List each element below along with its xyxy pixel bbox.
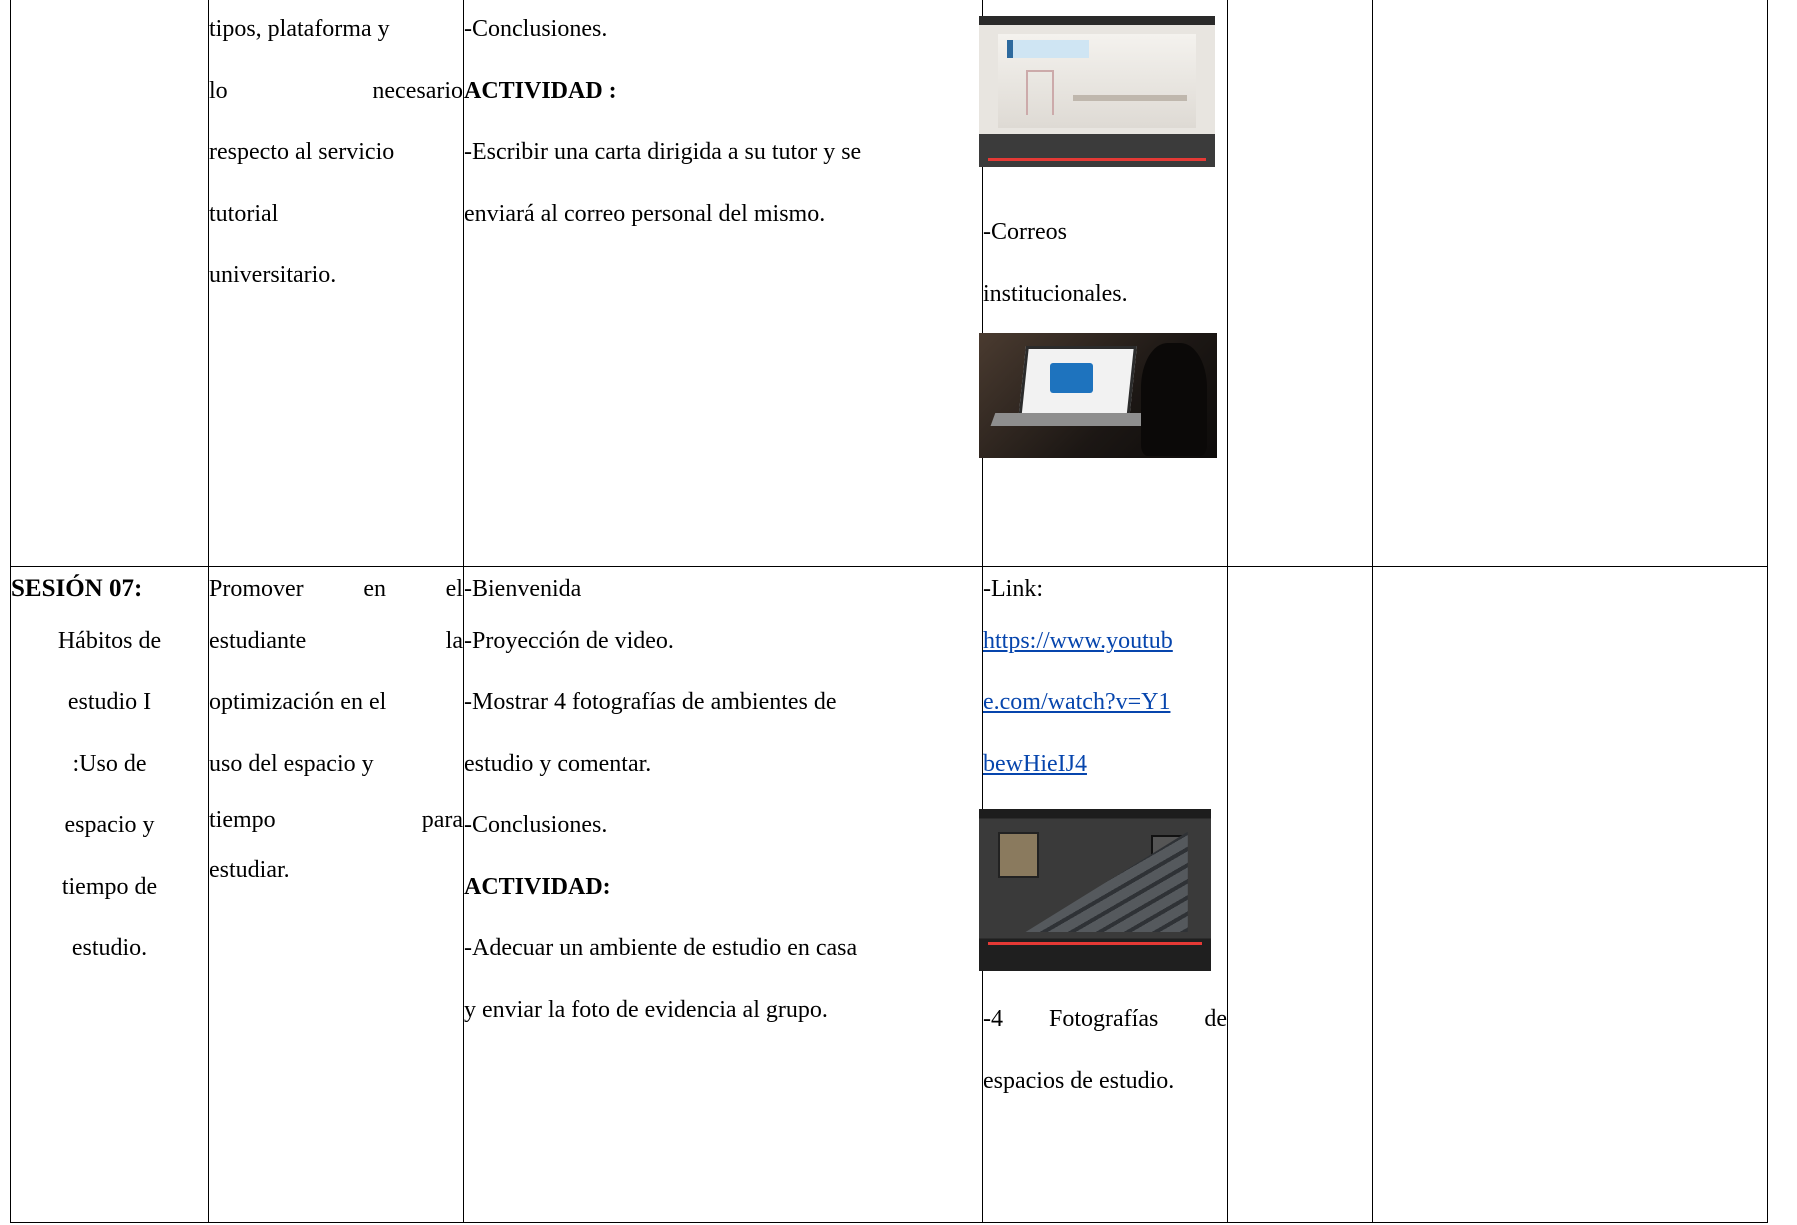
activity-line: y enviar la foto de evidencia al grupo.: [464, 996, 828, 1023]
link-label: -Link:: [983, 576, 1043, 602]
objective-line: tipos, plataforma y: [209, 16, 390, 42]
empty-cell: [1228, 0, 1373, 567]
objective-line: tutorial: [209, 200, 279, 227]
objective-line: lo necesario: [209, 77, 463, 104]
resource-label: institucionales.: [983, 280, 1128, 307]
objective-line: tiempo para: [209, 807, 463, 833]
session-topic-line: tiempo de: [61, 873, 158, 900]
activity-line: -Bienvenida: [464, 576, 582, 602]
activity-line: -Mostrar 4 fotografías de ambientes de: [464, 689, 837, 715]
empty-cell: [1373, 0, 1768, 567]
objective-line: universitario.: [209, 262, 337, 288]
session-table: [10, 0, 1768, 1223]
session-topic-line: :Uso de: [72, 750, 147, 777]
session-title: SESIÓN 07:: [11, 575, 143, 602]
video-link[interactable]: bewHieIJ4: [983, 750, 1087, 777]
session-topic-line: Hábitos de: [57, 628, 162, 654]
table-row: [11, 0, 1768, 567]
resource-label: -Correos: [983, 219, 1067, 245]
activity-line: -Proyección de video.: [464, 628, 674, 654]
objective-line: uso del espacio y: [209, 750, 374, 777]
objective-line: Promover en el: [209, 576, 463, 602]
session-topic-line: espacio y: [64, 812, 155, 838]
laptop-email-photo-icon: [979, 333, 1217, 458]
activities-cell: [464, 0, 983, 567]
video-link[interactable]: https://www.youtub: [983, 628, 1173, 654]
objective-cell: [209, 0, 464, 567]
activity-line: -Adecuar un ambiente de estudio en casa: [464, 935, 858, 961]
objective-line: optimización en el: [209, 689, 387, 715]
session-topic-line: estudio I: [67, 689, 152, 715]
session-cell: [11, 567, 209, 1223]
resources-cell: [983, 0, 1228, 567]
session-topic-line: estudio.: [71, 935, 148, 961]
video-link[interactable]: e.com/watch?v=Y1: [983, 689, 1171, 715]
objective-cell: [209, 567, 464, 1223]
activities-cell: [464, 567, 983, 1223]
activity-line: -Conclusiones.: [464, 812, 608, 838]
activity-line: estudio y comentar.: [464, 750, 652, 777]
objective-line: estudiar.: [209, 857, 290, 883]
objective-line: estudiante la: [209, 628, 463, 654]
activity-heading: ACTIVIDAD:: [464, 873, 611, 900]
resource-label: -4 Fotografías de: [983, 1006, 1227, 1032]
activity-line: -Escribir una carta dirigida a su tutor y se: [464, 139, 862, 165]
video-thumbnail-icon[interactable]: [979, 16, 1215, 167]
resources-cell: [983, 567, 1228, 1223]
session-cell: [11, 0, 209, 567]
activity-line: -Conclusiones.: [464, 16, 608, 42]
resource-label: espacios de estudio.: [983, 1067, 1175, 1094]
video-thumbnail-icon[interactable]: [979, 809, 1211, 971]
activity-line: enviará al correo personal del mismo.: [464, 200, 826, 227]
table-row: [11, 567, 1768, 1223]
empty-cell: [1373, 567, 1768, 1223]
empty-cell: [1228, 567, 1373, 1223]
objective-line: respecto al servicio: [209, 139, 395, 165]
activity-heading: ACTIVIDAD :: [464, 77, 617, 104]
